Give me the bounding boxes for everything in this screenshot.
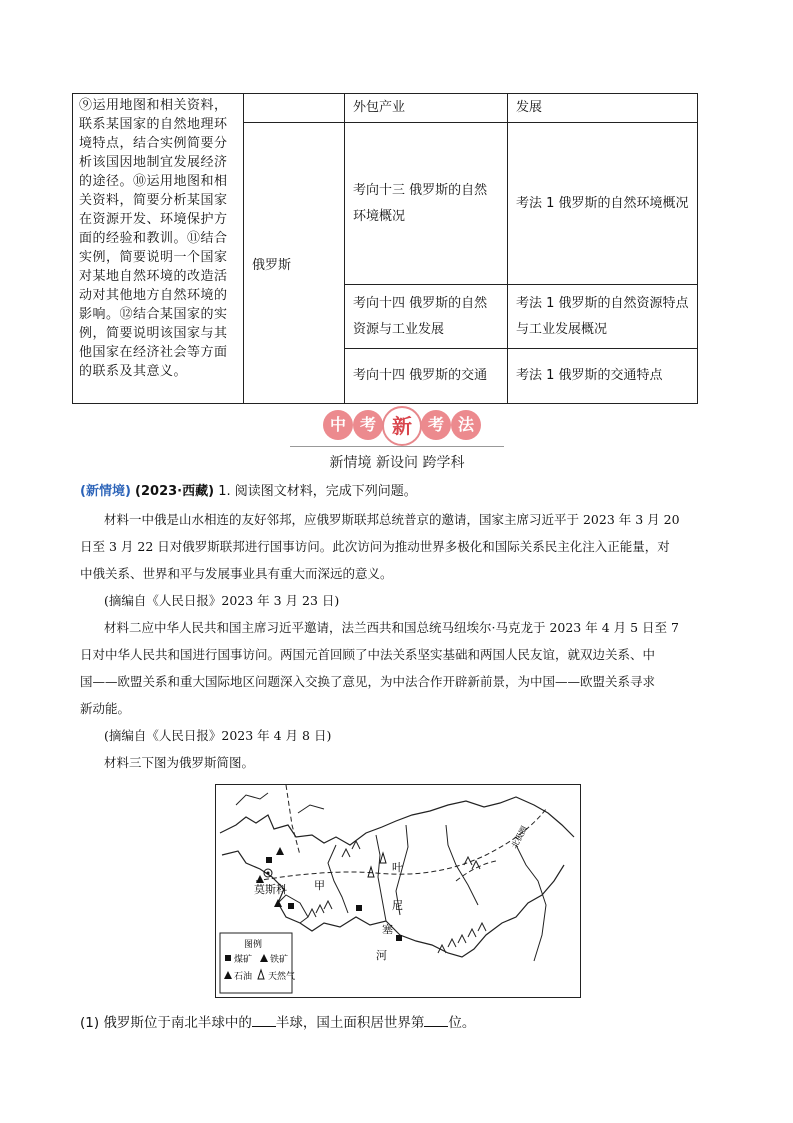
direction-text-2: 考向十四 俄罗斯的自然资源与工业发展	[353, 295, 488, 337]
material2-source: (摘编自《人民日报》2023 年 4 月 8 日)	[104, 728, 332, 743]
map-label-jia: 甲	[314, 879, 325, 892]
top-direction-cell	[345, 94, 508, 123]
direction-cell-1	[345, 123, 508, 285]
direction-text-1: 考向十三 俄罗斯的自然环境概况	[353, 182, 488, 224]
q1-part-a: (1) 俄罗斯位于南北半球中的	[80, 1015, 252, 1031]
country-text: 俄罗斯	[252, 257, 292, 273]
section-banner	[290, 404, 504, 470]
question-header	[80, 484, 417, 500]
direction-cell-2	[345, 285, 508, 349]
direction-text-3: 考向十四 俄罗斯的交通	[353, 368, 488, 383]
legend-oil: 石油	[234, 972, 253, 982]
material1-line3: 中俄关系、世界和平与发展事业具有重大而深远的意义。	[80, 566, 393, 581]
river-lena	[446, 825, 478, 905]
answer-blank-1[interactable]	[252, 1014, 276, 1027]
coal-icon	[356, 905, 362, 911]
method-text-3: 考法 1 俄罗斯的交通特点	[516, 368, 663, 383]
top-method-text: 发展	[516, 100, 543, 115]
country-cell	[244, 123, 345, 404]
material1-line1: 材料一中俄是山水相连的友好邻邦，应俄罗斯联邦总统普京的邀请，国家主席习近平于 2023 年 3 月 20	[104, 512, 680, 527]
map-label-ye: 叶	[392, 861, 403, 874]
legend-iron: 铁矿	[270, 955, 289, 965]
standards-text: ⑨运用地图和相关资料，联系某国家的自然地理环境特点，结合实例简要分析该国因地制宜发展经济的途径。⑩运用地图和相关资料，简要分析某国家在资源开发、环境保护方面的经验和教训。⑪结合实例，简要说明一个国家对某地自然环境的改造活动对其他地方自然环境的影响。⑫结合某国家的实例，简要说明该国家与其他国家在经济社会等方面的联系及其意义。	[79, 98, 228, 379]
context-tag: (新情境)	[80, 484, 131, 499]
banner-subtitle: 新情境 新设问 跨学科	[329, 455, 465, 471]
island-outline	[298, 805, 324, 813]
curriculum-table	[72, 93, 698, 404]
coal-icon	[288, 903, 294, 909]
banner-char-2: 考	[353, 410, 383, 440]
map-label-sai: 塞	[382, 923, 393, 936]
map-label-arctic-circle: 北极圈	[509, 824, 530, 850]
question-1	[80, 1014, 475, 1031]
source-tag: (2023·西藏)	[135, 484, 215, 499]
banner-char-3: 新	[382, 406, 422, 446]
material2-line3: 国——欧盟关系和重大国际地区问题深入交换了意见，为中法合作开辟新前景，为中国——欧盟关系寻求	[80, 674, 656, 689]
map-label-he: 河	[376, 949, 387, 962]
top-direction-text: 外包产业	[353, 100, 406, 115]
q1-part-c: 位。	[448, 1015, 476, 1031]
meridian-dash	[286, 785, 300, 855]
banner-char-1: 中	[323, 410, 353, 440]
oil-icon	[276, 847, 284, 855]
material2-line2: 日对中华人民共和国进行国事访问。两国元首回顾了中法关系坚实基础和两国人民友谊，就双边关系、中	[80, 647, 656, 662]
map-legend	[220, 933, 295, 993]
banner-char-4: 考	[421, 410, 451, 440]
legend-coal: 煤矿	[234, 955, 253, 965]
map-label-moscow: 莫斯科	[254, 883, 287, 896]
question-intro: 1. 阅读图文材料，完成下列问题。	[218, 484, 417, 499]
russia-map-graphic	[216, 785, 580, 997]
gas-icon	[368, 867, 374, 877]
legend-gas: 天然气	[268, 972, 296, 982]
material3-line: 材料三下图为俄罗斯简图。	[104, 755, 255, 770]
method-text-1: 考法 1 俄罗斯的自然环境概况	[516, 195, 689, 211]
standards-cell	[73, 94, 244, 404]
coal-icon	[396, 935, 402, 941]
kamchatka-outline	[516, 845, 546, 961]
legend-coal-icon	[225, 955, 231, 961]
gas-icon	[380, 853, 386, 863]
russia-map	[215, 784, 581, 998]
answer-blank-2[interactable]	[424, 1014, 448, 1027]
material1-line2: 日至 3 月 22 日对俄罗斯联邦进行国事访问。此次访问为推动世界多极化和国际关系民主化注入正能量，对	[80, 539, 670, 554]
river-ob	[376, 835, 386, 921]
top-method-cell	[508, 94, 698, 123]
legend-title: 图例	[244, 940, 263, 950]
q1-part-b: 半球，国土面积居世界第	[275, 1015, 425, 1031]
empty-cell	[244, 94, 345, 123]
banner-line	[290, 446, 504, 447]
iron-icon	[256, 875, 264, 883]
map-label-ni: 尼	[392, 899, 403, 912]
method-cell-1	[508, 123, 698, 285]
railway-dash	[456, 861, 496, 881]
coal-icon	[266, 857, 272, 863]
direction-cell-3	[345, 349, 508, 404]
method-cell-3	[508, 349, 698, 404]
ural-range	[328, 845, 348, 913]
material2-line4: 新动能。	[80, 701, 131, 716]
method-cell-2	[508, 285, 698, 349]
banner-char-5: 法	[451, 410, 481, 440]
novaya-zemlya	[236, 793, 268, 805]
method-text-2: 考法 1 俄罗斯的自然资源特点与工业发展概况	[516, 295, 689, 337]
material2-line1: 材料二应中华人民共和国主席习近平邀请，法兰西共和国总统马纽埃尔·马克龙于 2023 年 4 月 5 日至 7	[104, 620, 679, 635]
material1-source: (摘编自《人民日报》2023 年 3 月 23 日)	[104, 593, 340, 608]
